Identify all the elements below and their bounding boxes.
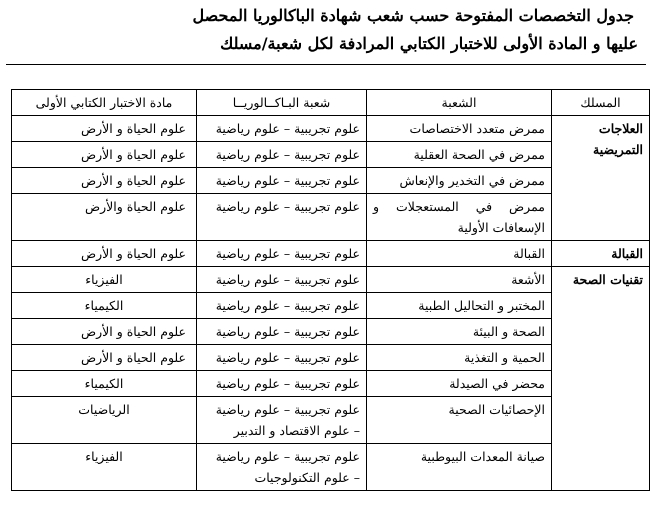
exam-cell: الكيمياء bbox=[12, 293, 197, 319]
bac-cell: علوم تجريبية – علوم رياضية bbox=[197, 241, 367, 267]
division-cell: الصحة و البيئة bbox=[367, 319, 552, 345]
table-header-row bbox=[12, 90, 650, 116]
document-title-line-2: عليها و المادة الأولى للاختبار الكتابي المرادفة لكل شعبة/مسلك bbox=[220, 34, 638, 53]
exam-cell: علوم الحياة و الأرض bbox=[12, 345, 197, 371]
table-body bbox=[12, 116, 650, 491]
exam-cell: علوم الحياة و الأرض bbox=[12, 241, 197, 267]
header-exam: مادة الاختبار الكتابي الأولى bbox=[12, 90, 197, 116]
table-row bbox=[12, 241, 650, 267]
header-path: المسلك bbox=[552, 90, 650, 116]
division-cell: ممرض متعدد الاختصاصات bbox=[367, 116, 552, 142]
table-row bbox=[12, 116, 650, 142]
bac-cell: علوم تجريبية – علوم رياضية bbox=[197, 116, 367, 142]
header-bac: شعبة البـاكــالوريــا bbox=[197, 90, 367, 116]
exam-cell: الفيزياء bbox=[12, 444, 197, 491]
exam-cell: علوم الحياة و الأرض bbox=[12, 168, 197, 194]
bac-cell: علوم تجريبية – علوم رياضية bbox=[197, 142, 367, 168]
title-divider bbox=[6, 64, 646, 65]
division-cell: الحمية و التغذية bbox=[367, 345, 552, 371]
division-cell: ممرض في الصحة العقلية bbox=[367, 142, 552, 168]
bac-cell: علوم تجريبية – علوم رياضية bbox=[197, 168, 367, 194]
bac-cell: علوم تجريبية – علوم رياضية bbox=[197, 293, 367, 319]
bac-cell: علوم تجريبية – علوم رياضية bbox=[197, 267, 367, 293]
exam-cell: الرياضيات bbox=[12, 397, 197, 444]
exam-cell: علوم الحياة والأرض bbox=[12, 194, 197, 241]
document-title-line-1: جدول التخصصات المفتوحة حسب شعب شهادة الباكالوريا المحصل bbox=[192, 6, 634, 25]
exam-cell: علوم الحياة و الأرض bbox=[12, 142, 197, 168]
bac-cell: علوم تجريبية – علوم رياضية bbox=[197, 345, 367, 371]
exam-cell: الكيمياء bbox=[12, 371, 197, 397]
division-cell: ممرض في المستعجلات و الإسعافات الأولية bbox=[367, 194, 552, 241]
exam-cell: علوم الحياة و الأرض bbox=[12, 319, 197, 345]
division-cell: الإحصائيات الصحية bbox=[367, 397, 552, 444]
division-cell: صيانة المعدات البيوطبية bbox=[367, 444, 552, 491]
specializations-table bbox=[11, 89, 650, 491]
exam-cell: علوم الحياة و الأرض bbox=[12, 116, 197, 142]
division-cell: ممرض في التخدير والإنعاش bbox=[367, 168, 552, 194]
bac-cell: علوم تجريبية – علوم رياضية bbox=[197, 194, 367, 241]
division-cell: القبالة bbox=[367, 241, 552, 267]
path-cell: تقنيات الصحة bbox=[552, 267, 650, 491]
bac-cell: علوم تجريبية – علوم رياضية – علوم التكنولوجيات bbox=[197, 444, 367, 491]
path-cell: القبالة bbox=[552, 241, 650, 267]
path-cell: العلاجات التمريضية bbox=[552, 116, 650, 241]
bac-cell: علوم تجريبية – علوم رياضية bbox=[197, 319, 367, 345]
division-cell: المختبر و التحاليل الطبية bbox=[367, 293, 552, 319]
table-row bbox=[12, 267, 650, 293]
header-division: الشعبة bbox=[367, 90, 552, 116]
bac-cell: علوم تجريبية – علوم رياضية – علوم الاقتصاد و التدبير bbox=[197, 397, 367, 444]
division-cell: محضر في الصيدلة bbox=[367, 371, 552, 397]
division-cell: الأشعة bbox=[367, 267, 552, 293]
bac-cell: علوم تجريبية – علوم رياضية bbox=[197, 371, 367, 397]
exam-cell: الفيزياء bbox=[12, 267, 197, 293]
